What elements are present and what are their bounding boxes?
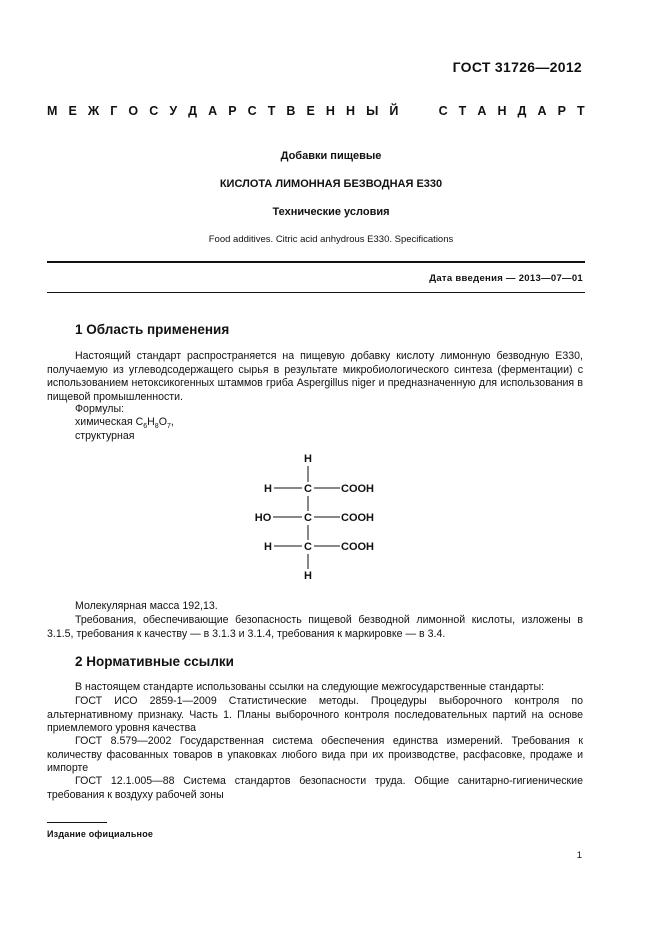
title-english: Food additives. Citric acid anhydrous E330. Specifications: [208, 234, 454, 245]
reference-text: ГОСТ 8.579—2002 Государственная система обеспечения единства измерений. Требования к количеству фасованных товаров в упаковках любого вида при их производстве, расфасовке, продаже и импорте: [47, 735, 583, 775]
banner-letter: А: [477, 104, 487, 118]
section-2-intro: В настоящем стандарте использованы ссылки на следующие межгосударственные стандарты:: [75, 681, 545, 693]
banner-letter: Д: [517, 104, 527, 118]
title-line-2: КИСЛОТА ЛИМОННАЯ БЕЗВОДНАЯ Е330: [219, 178, 443, 190]
requirements-text: Требования, обеспечивающие безопасность пищевой безводной лимонной кислоты, изложены в 3.1.5, требования к качеству — в 3.1.3 и 3.1.4, требования к маркировке — в 3.4.: [47, 614, 583, 640]
banner-letter: Н: [325, 104, 335, 118]
publication-note: Издание официальное: [47, 829, 154, 839]
banner-letter: Е: [306, 104, 315, 118]
banner-letter: Ы: [366, 104, 379, 118]
banner-letter: С: [438, 104, 448, 118]
formula-row1-carbon: C: [304, 483, 312, 495]
banner-letter: Е: [68, 104, 77, 118]
structural-label: структурная: [75, 430, 135, 442]
banner-letter: Й: [389, 104, 399, 118]
banner-letter: Ж: [87, 104, 100, 118]
title-divider: [47, 261, 585, 263]
title-line-1: Добавки пищевые: [280, 150, 382, 162]
page-number: 1: [576, 850, 582, 861]
molecular-mass: Молекулярная масса 192,13.: [75, 600, 218, 612]
banner-letter: С: [247, 104, 257, 118]
formulas-label: Формулы:: [75, 403, 125, 415]
banner-letter: [424, 104, 427, 118]
reference-item: [47, 775, 583, 802]
section-1-heading: 1 Область применения: [75, 322, 230, 337]
banner-letter: А: [537, 104, 547, 118]
banner-letter: У: [169, 104, 178, 118]
banner-letter: В: [286, 104, 296, 118]
banner-letter: А: [208, 104, 218, 118]
reference-text: ГОСТ 12.1.005—88 Система стандартов безопасности труда. Общие санитарно-гигиенические требования к воздуху рабочей зоны: [47, 775, 583, 801]
banner-letter: М: [47, 104, 58, 118]
banner-letter: О: [128, 104, 139, 118]
reference-text: ГОСТ ИСО 2859-1—2009 Статистические методы. Процедуры выборочного контроля по альтернативному признаку. Часть 1. Планы выборочного контроля последовательных партий на основе приемлемого уровня качества: [47, 695, 583, 735]
interstate-standard-banner: [47, 104, 585, 118]
reference-item: [47, 735, 583, 776]
banner-letter: Н: [346, 104, 356, 118]
chemical-label: химическая: [75, 416, 133, 428]
formula-row3-carbon: C: [304, 541, 312, 553]
footer-divider: [47, 822, 107, 823]
banner-letter: Т: [458, 104, 467, 118]
requirements-paragraph: [47, 614, 583, 641]
banner-letter: Р: [557, 104, 566, 118]
formula-top-h: H: [304, 453, 312, 465]
banner-letter: Т: [577, 104, 585, 118]
formula-row2-left: HO: [254, 512, 272, 524]
reference-item: [47, 695, 583, 736]
formula-bottom-h: H: [304, 570, 312, 582]
formula-row1-right: COOH: [341, 483, 374, 495]
formula-row2-right: COOH: [341, 512, 374, 524]
section-1-paragraph: [47, 350, 583, 404]
formula-row2-carbon: C: [304, 512, 312, 524]
section-2-heading: 2 Нормативные ссылки: [75, 654, 234, 669]
formula-row3-left: H: [264, 541, 272, 553]
title-line-3: Технические условия: [272, 206, 390, 218]
document-code: ГОСТ 31726—2012: [452, 59, 582, 75]
formula-row3-right: COOH: [341, 541, 374, 553]
banner-letter: [409, 104, 412, 118]
date-divider: [47, 292, 585, 293]
chemical-formula: $C_6H_8O_7$,: [135, 416, 174, 431]
banner-letter: Т: [267, 104, 276, 118]
banner-letter: Д: [188, 104, 198, 118]
banner-letter: С: [149, 104, 159, 118]
banner-letter: Г: [110, 104, 118, 118]
formula-row1-left: H: [264, 483, 272, 495]
banner-letter: Р: [228, 104, 237, 118]
introduction-date: Дата введения — 2013—07—01: [429, 273, 583, 284]
banner-letter: Н: [497, 104, 507, 118]
structural-formula: [250, 448, 400, 588]
section-1-text: Настоящий стандарт распространяется на пищевую добавку кислоту лимонную безводную Е330, получаемую из углеводсодержащего сырья в результате микробиологического синтеза (ферментации) с использованием нетоксикогенных штаммов гриба Aspergillus niger и предназначенную для использования в пищевой промышленности.: [47, 350, 583, 403]
